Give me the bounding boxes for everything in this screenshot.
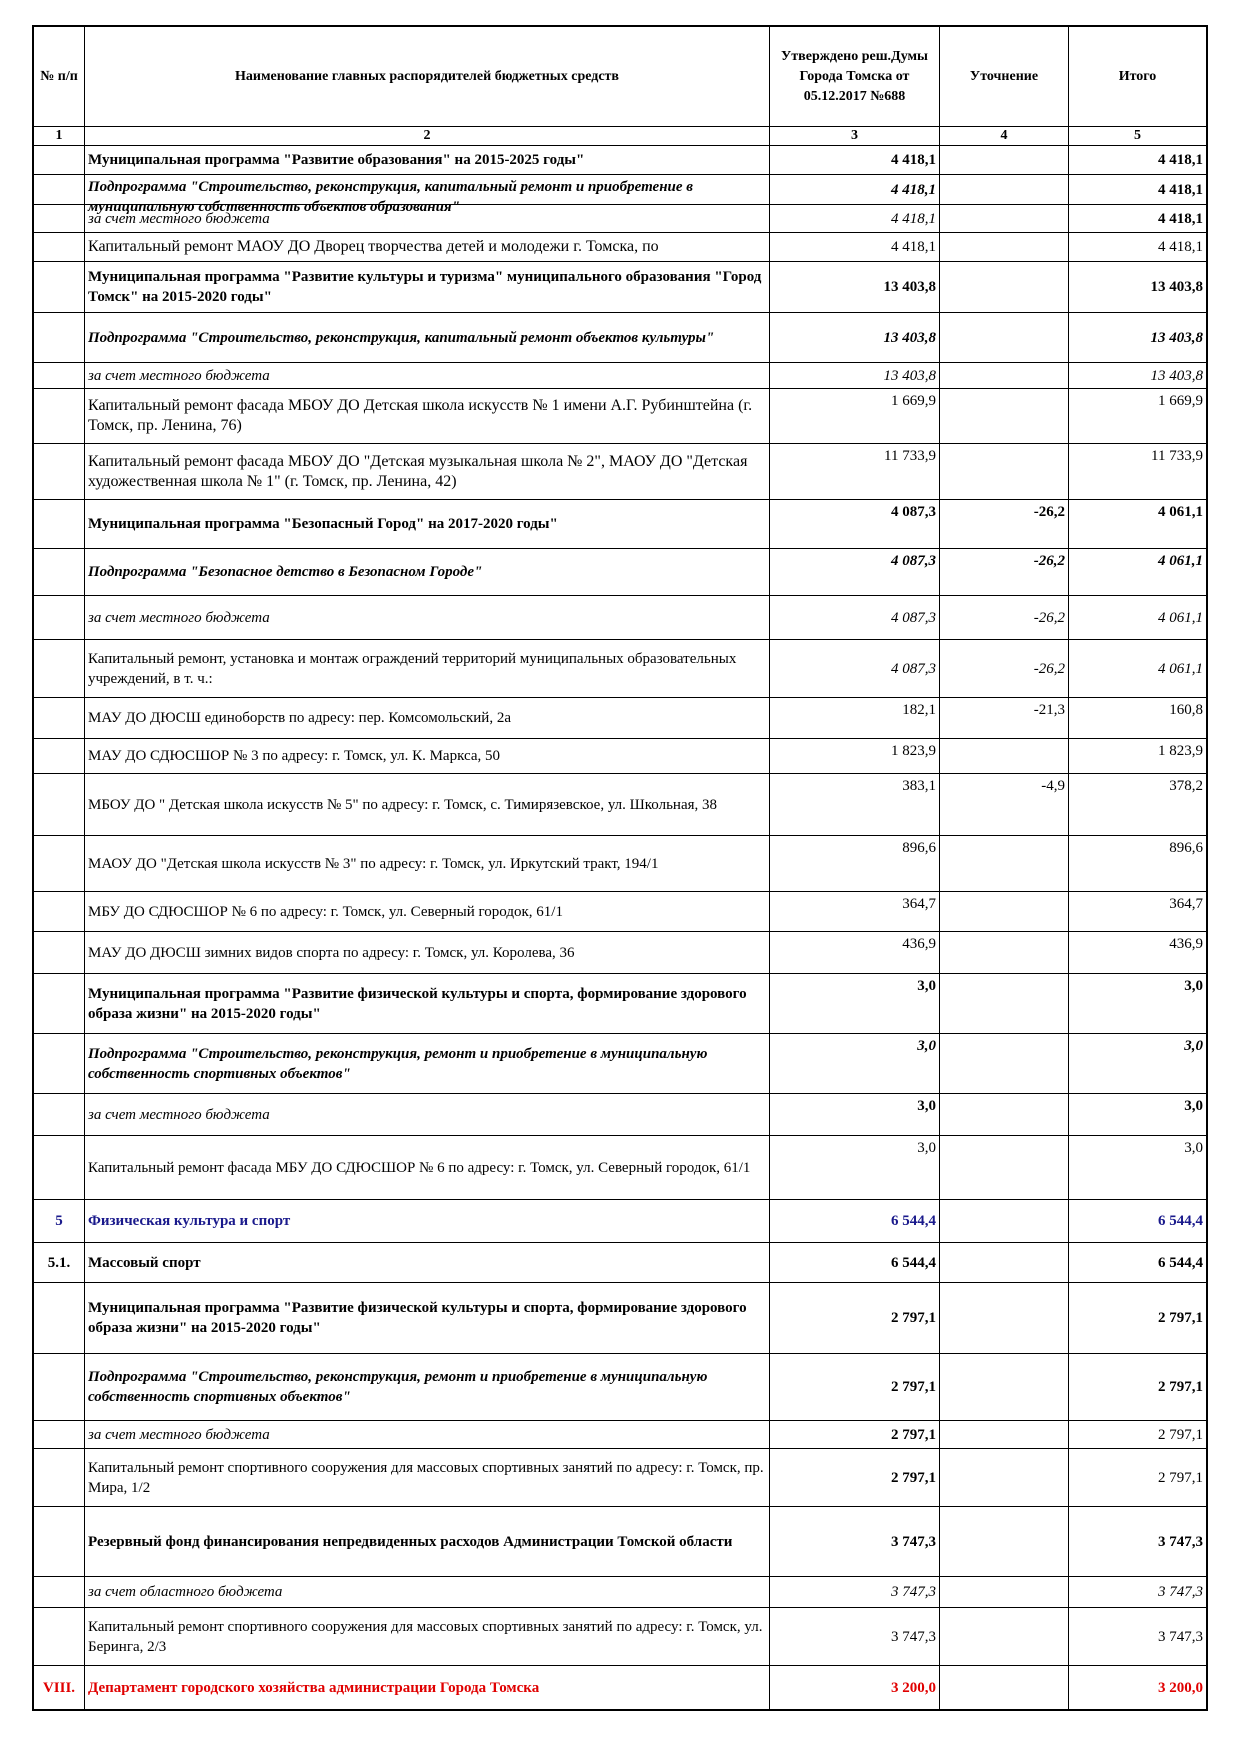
adjustment-value xyxy=(940,1449,1069,1506)
row-number xyxy=(34,698,85,738)
row-number xyxy=(34,774,85,835)
total-value: 3,0 xyxy=(1184,978,1203,994)
table-row xyxy=(34,363,1206,389)
adjustment-value xyxy=(940,836,1069,891)
total-value: 2 797,1 xyxy=(1158,1469,1203,1486)
adjustment-value xyxy=(940,932,1069,973)
row-name: за счет местного бюджета xyxy=(85,1421,770,1448)
row-name: Муниципальная программа "Развитие культуры и туризма" муниципального образования "Город Томск" на 2015-2020 годы" xyxy=(85,262,770,312)
table-row xyxy=(34,313,1206,363)
row-name: за счет областного бюджета xyxy=(85,1577,770,1607)
total-value: 3 747,3 xyxy=(1158,1584,1203,1600)
header-adjustment: Уточнение xyxy=(940,27,1069,126)
row-number xyxy=(34,596,85,639)
total-value: 3 200,0 xyxy=(1158,1679,1203,1696)
row-number xyxy=(34,313,85,362)
table-row xyxy=(34,1243,1206,1283)
approved-value: 3 200,0 xyxy=(770,1666,940,1709)
row-number xyxy=(34,1094,85,1135)
column-number: 4 xyxy=(940,127,1069,145)
approved-value: 182,1 xyxy=(770,698,940,738)
row-name: Муниципальная программа "Развитие физической культуры и спорта, формирование здорового образа жизни" на 2015-2020 годы" xyxy=(85,1283,770,1353)
total-value: 11 733,9 xyxy=(1151,448,1203,464)
approved-value: 3 747,3 xyxy=(770,1507,940,1576)
adjustment-value xyxy=(940,1577,1069,1607)
row-name: Капитальный ремонт МАОУ ДО Дворец творчества детей и молодежи г. Томска, по xyxy=(85,233,770,261)
total-value: 13 403,8 xyxy=(1150,367,1203,384)
row-name: Подпрограмма "Строительство, реконструкция, ремонт и приобретение в муниципальную собственность спортивных объектов" xyxy=(85,1354,770,1420)
total-value: 13 403,8 xyxy=(1150,279,1203,295)
adjustment-value xyxy=(940,974,1069,1033)
adjustment-value xyxy=(940,1200,1069,1242)
approved-value: 896,6 xyxy=(770,836,940,891)
row-number xyxy=(34,1608,85,1665)
approved-value: 2 797,1 xyxy=(770,1449,940,1506)
row-number xyxy=(34,146,85,174)
row-name: Муниципальная программа "Развитие образования" на 2015-2025 годы" xyxy=(85,146,770,174)
table-row xyxy=(34,205,1206,233)
table-row xyxy=(34,1200,1206,1243)
approved-value: 2 797,1 xyxy=(770,1421,940,1448)
total-value: 3,0 xyxy=(1184,1038,1203,1054)
table-row xyxy=(34,974,1206,1034)
approved-value: 1 669,9 xyxy=(770,389,940,443)
row-number xyxy=(34,363,85,388)
table-row xyxy=(34,698,1206,739)
adjustment-value: -26,2 xyxy=(940,596,1069,639)
total-value: 4 418,1 xyxy=(1158,152,1203,168)
column-number: 1 xyxy=(34,127,85,145)
approved-value: 4 418,1 xyxy=(770,233,940,261)
adjustment-value xyxy=(940,1034,1069,1093)
table-row xyxy=(34,1507,1206,1577)
approved-value: 3 747,3 xyxy=(770,1608,940,1665)
header-number: № п/п xyxy=(34,27,85,126)
row-number xyxy=(34,205,85,232)
adjustment-value xyxy=(940,1354,1069,1420)
total-value: 364,7 xyxy=(1169,896,1203,912)
adjustment-value xyxy=(940,1666,1069,1709)
table-row xyxy=(34,892,1206,932)
row-number xyxy=(34,892,85,931)
adjustment-value: -4,9 xyxy=(940,774,1069,835)
approved-value: 6 544,4 xyxy=(770,1200,940,1242)
table-row xyxy=(34,500,1206,549)
total-value: 3 747,3 xyxy=(1158,1628,1203,1645)
row-number xyxy=(34,836,85,891)
header-approved: Утверждено реш.Думы Города Томска от 05.12.2017 №688 xyxy=(770,27,940,126)
total-value: 4 061,1 xyxy=(1158,660,1203,677)
table-row xyxy=(34,146,1206,175)
approved-value: 13 403,8 xyxy=(770,363,940,388)
approved-value: 364,7 xyxy=(770,892,940,931)
adjustment-value: -21,3 xyxy=(940,698,1069,738)
table-row xyxy=(34,1136,1206,1200)
approved-value: 383,1 xyxy=(770,774,940,835)
row-number: 5.1. xyxy=(34,1243,85,1282)
total-value: 2 797,1 xyxy=(1158,1426,1203,1443)
approved-value: 3,0 xyxy=(770,1094,940,1135)
column-number: 5 xyxy=(1134,128,1141,143)
adjustment-value xyxy=(940,146,1069,174)
table-row xyxy=(34,175,1206,215)
row-number xyxy=(34,1354,85,1420)
row-number xyxy=(34,1283,85,1353)
row-number xyxy=(34,175,85,204)
adjustment-value xyxy=(940,444,1069,499)
total-value: 378,2 xyxy=(1169,778,1203,794)
approved-value: 4 418,1 xyxy=(770,205,940,232)
row-number xyxy=(34,1136,85,1199)
table-row xyxy=(34,1094,1206,1136)
table-row xyxy=(34,1449,1206,1507)
total-value: 3,0 xyxy=(1184,1140,1203,1156)
row-name: МАУ ДО СДЮСШОР № 3 по адресу: г. Томск, ул. К. Маркса, 50 xyxy=(85,739,770,773)
total-value: 4 418,1 xyxy=(1158,181,1203,198)
adjustment-value xyxy=(940,389,1069,443)
row-name: за счет местного бюджета xyxy=(85,205,770,232)
total-value: 1 669,9 xyxy=(1158,393,1203,409)
approved-value: 3,0 xyxy=(770,974,940,1033)
table-row xyxy=(34,1421,1206,1449)
row-name: Капитальный ремонт фасада МБУ ДО СДЮСШОР № 6 по адресу: г. Томск, ул. Северный городок, 61/1 xyxy=(85,1136,770,1199)
total-value: 4 418,1 xyxy=(1158,239,1203,255)
table-row xyxy=(34,1354,1206,1421)
adjustment-value xyxy=(940,739,1069,773)
row-number xyxy=(34,549,85,595)
column-number: 3 xyxy=(770,127,940,145)
total-value: 2 797,1 xyxy=(1158,1310,1203,1326)
row-name: за счет местного бюджета xyxy=(85,363,770,388)
row-name: Муниципальная программа "Развитие физической культуры и спорта, формирование здорового образа жизни" на 2015-2020 годы" xyxy=(85,974,770,1033)
adjustment-value xyxy=(940,1136,1069,1199)
row-name: Муниципальная программа "Безопасный Город" на 2017-2020 годы" xyxy=(85,500,770,548)
table-row xyxy=(34,932,1206,974)
row-number xyxy=(34,1034,85,1093)
approved-value: 4 087,3 xyxy=(770,596,940,639)
adjustment-value xyxy=(940,233,1069,261)
adjustment-value xyxy=(940,313,1069,362)
row-number xyxy=(34,932,85,973)
row-name: Департамент городского хозяйства администрации Города Томска xyxy=(85,1666,770,1709)
adjustment-value xyxy=(940,1243,1069,1282)
row-number xyxy=(34,500,85,548)
table-row xyxy=(34,640,1206,698)
table-header xyxy=(34,27,1206,127)
approved-value: 4 087,3 xyxy=(770,500,940,548)
row-name: Капитальный ремонт спортивного сооружения для массовых спортивных занятий по адресу: г. Томск, ул. Беринга, 2/3 xyxy=(85,1608,770,1665)
row-name: МАУ ДО ДЮСШ зимних видов спорта по адресу: г. Томск, ул. Королева, 36 xyxy=(85,932,770,973)
approved-value: 13 403,8 xyxy=(770,313,940,362)
adjustment-value xyxy=(940,1094,1069,1135)
approved-value: 2 797,1 xyxy=(770,1354,940,1420)
table-row xyxy=(34,233,1206,262)
row-number xyxy=(34,1449,85,1506)
approved-value: 4 087,3 xyxy=(770,640,940,697)
column-number: 2 xyxy=(85,127,770,145)
budget-table xyxy=(32,25,1208,1711)
row-number xyxy=(34,444,85,499)
row-name: Капитальный ремонт фасада МБОУ ДО "Детская музыкальная школа № 2", МАОУ ДО "Детская художественная школа № 1" (г. Томск, пр. Ленина, 42) xyxy=(85,444,770,499)
row-name: за счет местного бюджета xyxy=(85,596,770,639)
approved-value: 11 733,9 xyxy=(770,444,940,499)
total-value: 6 544,4 xyxy=(1158,1213,1203,1229)
adjustment-value: -26,2 xyxy=(940,500,1069,548)
approved-value: 2 797,1 xyxy=(770,1283,940,1353)
approved-value: 6 544,4 xyxy=(770,1243,940,1282)
column-numbers-row xyxy=(34,127,1206,146)
approved-value: 3,0 xyxy=(770,1136,940,1199)
row-name: Массовый спорт xyxy=(85,1243,770,1282)
row-name: Подпрограмма "Безопасное детство в Безопасном Городе" xyxy=(85,549,770,595)
row-name: Капитальный ремонт фасада МБОУ ДО Детская школа искусств № 1 имени А.Г. Рубинштейна (г. Томск, пр. Ленина, 76) xyxy=(85,389,770,443)
row-name: МБУ ДО СДЮСШОР № 6 по адресу: г. Томск, ул. Северный городок, 61/1 xyxy=(85,892,770,931)
row-number xyxy=(34,640,85,697)
adjustment-value: -26,2 xyxy=(940,640,1069,697)
table-row xyxy=(34,549,1206,596)
total-value: 896,6 xyxy=(1169,840,1203,856)
adjustment-value xyxy=(940,262,1069,312)
row-name: Подпрограмма "Строительство, реконструкция, ремонт и приобретение в муниципальную собственность спортивных объектов" xyxy=(85,1034,770,1093)
total-value: 4 061,1 xyxy=(1158,553,1203,569)
row-number xyxy=(34,974,85,1033)
header-name: Наименование главных распорядителей бюджетных средств xyxy=(85,27,770,126)
adjustment-value xyxy=(940,892,1069,931)
total-value: 4 061,1 xyxy=(1158,609,1203,626)
row-name: Физическая культура и спорт xyxy=(85,1200,770,1242)
row-number xyxy=(34,1421,85,1448)
table-row xyxy=(34,389,1206,444)
adjustment-value xyxy=(940,363,1069,388)
row-name: Капитальный ремонт, установка и монтаж ограждений территорий муниципальных образовательных учреждений, в т. ч.: xyxy=(85,640,770,697)
table-row xyxy=(34,739,1206,774)
row-number xyxy=(34,233,85,261)
total-value: 4 061,1 xyxy=(1158,504,1203,520)
row-number xyxy=(34,739,85,773)
approved-value: 436,9 xyxy=(770,932,940,973)
table-row xyxy=(34,1666,1206,1709)
row-name: Подпрограмма "Строительство, реконструкция, капитальный ремонт и приобретение в муниципальную собственность объектов образования" xyxy=(85,175,770,204)
row-name: Резервный фонд финансирования непредвиденных расходов Администрации Томской области xyxy=(85,1507,770,1576)
row-number: 5 xyxy=(34,1200,85,1242)
table-row xyxy=(34,1034,1206,1094)
table-row xyxy=(34,1577,1206,1608)
adjustment-value xyxy=(940,1507,1069,1576)
approved-value: 13 403,8 xyxy=(770,262,940,312)
adjustment-value xyxy=(940,1283,1069,1353)
total-value: 3 747,3 xyxy=(1158,1533,1203,1550)
row-name: МАОУ ДО "Детская школа искусств № 3" по адресу: г. Томск, ул. Иркутский тракт, 194/1 xyxy=(85,836,770,891)
adjustment-value xyxy=(940,205,1069,232)
approved-value: 3 747,3 xyxy=(770,1577,940,1607)
table-row xyxy=(34,1283,1206,1354)
total-value: 6 544,4 xyxy=(1158,1254,1203,1271)
row-number xyxy=(34,262,85,312)
adjustment-value xyxy=(940,1421,1069,1448)
total-value: 160,8 xyxy=(1169,702,1203,718)
total-value: 2 797,1 xyxy=(1158,1379,1203,1395)
total-value: 3,0 xyxy=(1184,1098,1203,1114)
approved-value: 4 418,1 xyxy=(770,175,940,204)
total-value: 13 403,8 xyxy=(1150,329,1203,346)
row-name: Подпрограмма "Строительство, реконструкция, капитальный ремонт объектов культуры" xyxy=(85,313,770,362)
approved-value: 1 823,9 xyxy=(770,739,940,773)
row-name: МБОУ ДО " Детская школа искусств № 5" по адресу: г. Томск, с. Тимирязевское, ул. Школьная, 38 xyxy=(85,774,770,835)
table-row xyxy=(34,1608,1206,1666)
header-total: Итого xyxy=(1118,68,1157,84)
table-row xyxy=(34,262,1206,313)
table-row xyxy=(34,444,1206,500)
row-number xyxy=(34,1577,85,1607)
adjustment-value: -26,2 xyxy=(940,549,1069,595)
row-name: за счет местного бюджета xyxy=(85,1094,770,1135)
table-row xyxy=(34,774,1206,836)
row-number xyxy=(34,1507,85,1576)
adjustment-value xyxy=(940,1608,1069,1665)
row-name: Капитальный ремонт спортивного сооружения для массовых спортивных занятий по адресу: г. Томск, пр. Мира, 1/2 xyxy=(85,1449,770,1506)
total-value: 1 823,9 xyxy=(1158,743,1203,759)
row-number: VIII. xyxy=(34,1666,85,1709)
approved-value: 3,0 xyxy=(770,1034,940,1093)
total-value: 436,9 xyxy=(1169,936,1203,952)
table-row xyxy=(34,596,1206,640)
row-name: МАУ ДО ДЮСШ единоборств по адресу: пер. Комсомольский, 2а xyxy=(85,698,770,738)
total-value: 4 418,1 xyxy=(1158,210,1203,227)
table-row xyxy=(34,836,1206,892)
approved-value: 4 087,3 xyxy=(770,549,940,595)
approved-value: 4 418,1 xyxy=(770,146,940,174)
row-number xyxy=(34,389,85,443)
adjustment-value xyxy=(940,175,1069,204)
